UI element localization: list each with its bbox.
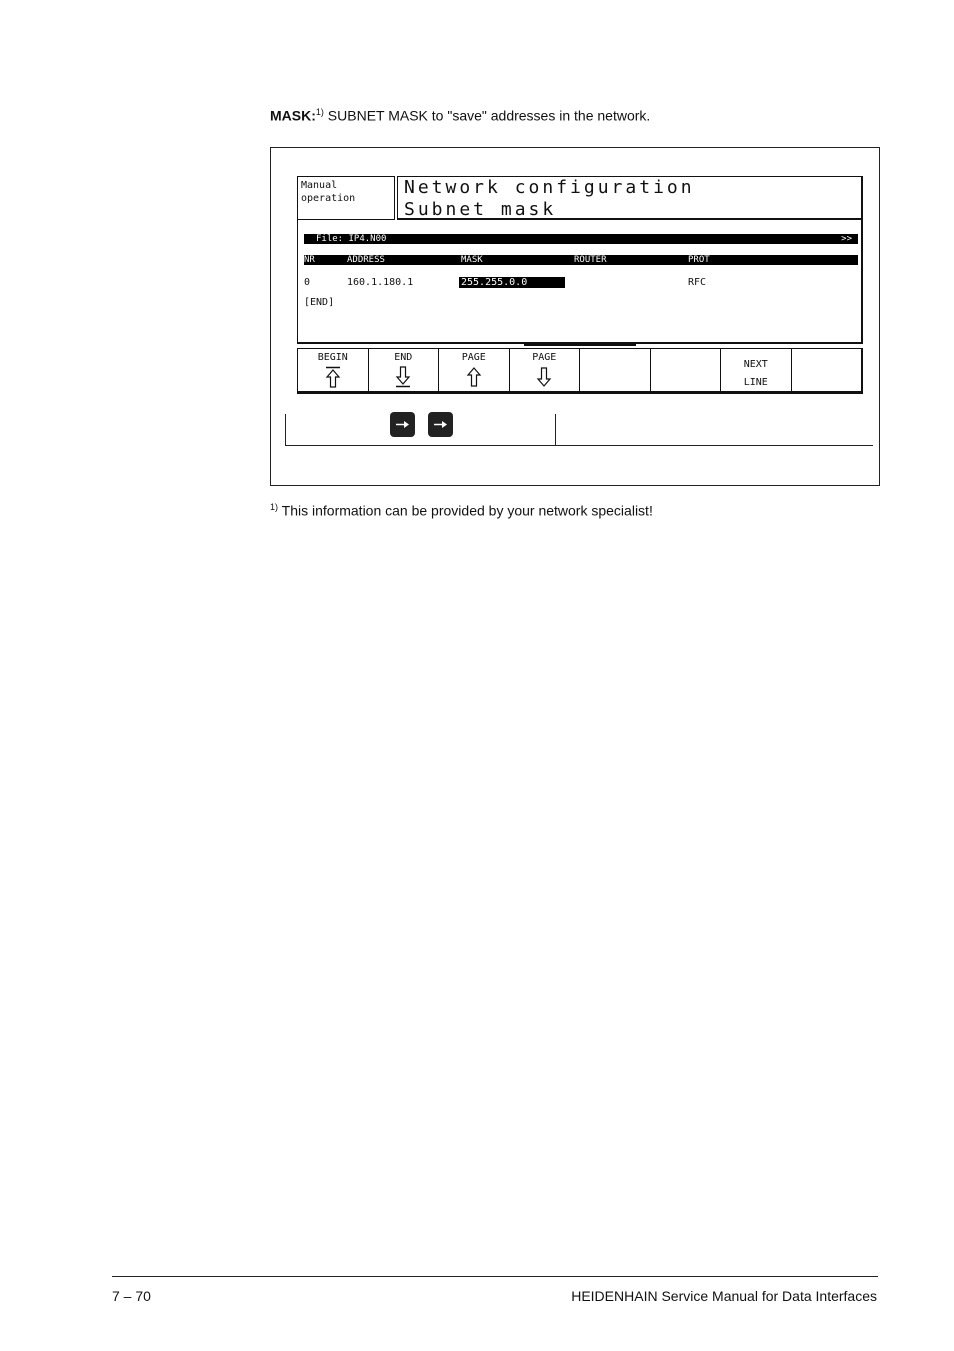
softkey-next-line[interactable] xyxy=(721,349,792,391)
table-area xyxy=(297,220,863,344)
cell-nr: 0 xyxy=(304,277,311,288)
mode-line-1: Manual xyxy=(301,180,338,191)
mask-term: MASK: xyxy=(270,107,316,124)
arrow-up-begin-icon xyxy=(325,366,341,388)
footnote-text: This information can be provided by your network specialist! xyxy=(278,502,653,519)
softkey-label: PAGE xyxy=(532,352,557,363)
key-panel-rule xyxy=(285,445,873,446)
key-panel-divider-left xyxy=(285,414,286,445)
softkey-label: END xyxy=(394,352,413,363)
softkey-label: PAGE xyxy=(461,352,486,363)
intro-text: SUBNET MASK to "save" addresses in the network. xyxy=(323,107,651,124)
col-address: ADDRESS xyxy=(347,255,385,265)
softkey-label-line-2: LINE xyxy=(743,377,768,388)
softkey-page-down[interactable] xyxy=(510,349,581,391)
table-header xyxy=(304,255,858,265)
col-router: ROUTER xyxy=(574,255,607,265)
softkey-empty-6[interactable] xyxy=(651,349,722,391)
operating-mode-box xyxy=(297,176,395,220)
page-number: 7 – 70 xyxy=(112,1288,151,1304)
col-nr: NR xyxy=(304,255,315,265)
softkey-end[interactable] xyxy=(369,349,440,391)
manual-title: HEIDENHAIN Service Manual for Data Interfaces xyxy=(571,1288,877,1304)
footnote-marker: 1) xyxy=(270,502,279,512)
intro-paragraph xyxy=(270,107,650,124)
arrow-right-key-icon[interactable] xyxy=(390,412,415,437)
col-prot: PROT xyxy=(688,255,710,265)
cell-address: 160.1.180.1 xyxy=(347,277,414,288)
file-name: File: IP4.N00 xyxy=(316,234,387,244)
col-mask: MASK xyxy=(461,255,483,265)
arrow-up-icon xyxy=(466,366,482,388)
screen-figure xyxy=(270,147,880,486)
softkey-empty-5[interactable] xyxy=(580,349,651,391)
screen-title-line-1: Network configuration xyxy=(404,177,695,198)
footnote-ref: 1) xyxy=(315,107,324,117)
softkey-row xyxy=(297,348,863,394)
cell-mask-selected[interactable]: 255.255.0.0 xyxy=(459,277,565,288)
footnote xyxy=(270,502,653,519)
scroll-separator xyxy=(524,344,636,346)
file-bar xyxy=(304,234,858,244)
screen-title-box xyxy=(397,176,863,220)
end-marker: [END] xyxy=(304,297,335,308)
softkey-label: BEGIN xyxy=(317,352,348,363)
control-screen xyxy=(297,176,863,396)
softkey-label-line-1: NEXT xyxy=(743,359,768,370)
table-row[interactable] xyxy=(304,277,858,289)
softkey-begin[interactable] xyxy=(298,349,369,391)
mode-line-2: operation xyxy=(301,193,356,204)
end-marker-row xyxy=(304,297,858,309)
cell-prot: RFC xyxy=(688,277,707,288)
file-more-indicator: >> xyxy=(841,234,852,244)
screen-title-line-2: Subnet mask xyxy=(404,199,557,220)
arrow-down-icon xyxy=(536,366,552,388)
footer-rule xyxy=(112,1276,878,1277)
softkey-page-up[interactable] xyxy=(439,349,510,391)
arrow-down-end-icon xyxy=(395,366,411,388)
softkey-empty-8[interactable] xyxy=(792,349,862,391)
arrow-right-key-icon[interactable] xyxy=(428,412,453,437)
key-panel-divider-middle xyxy=(555,414,556,445)
